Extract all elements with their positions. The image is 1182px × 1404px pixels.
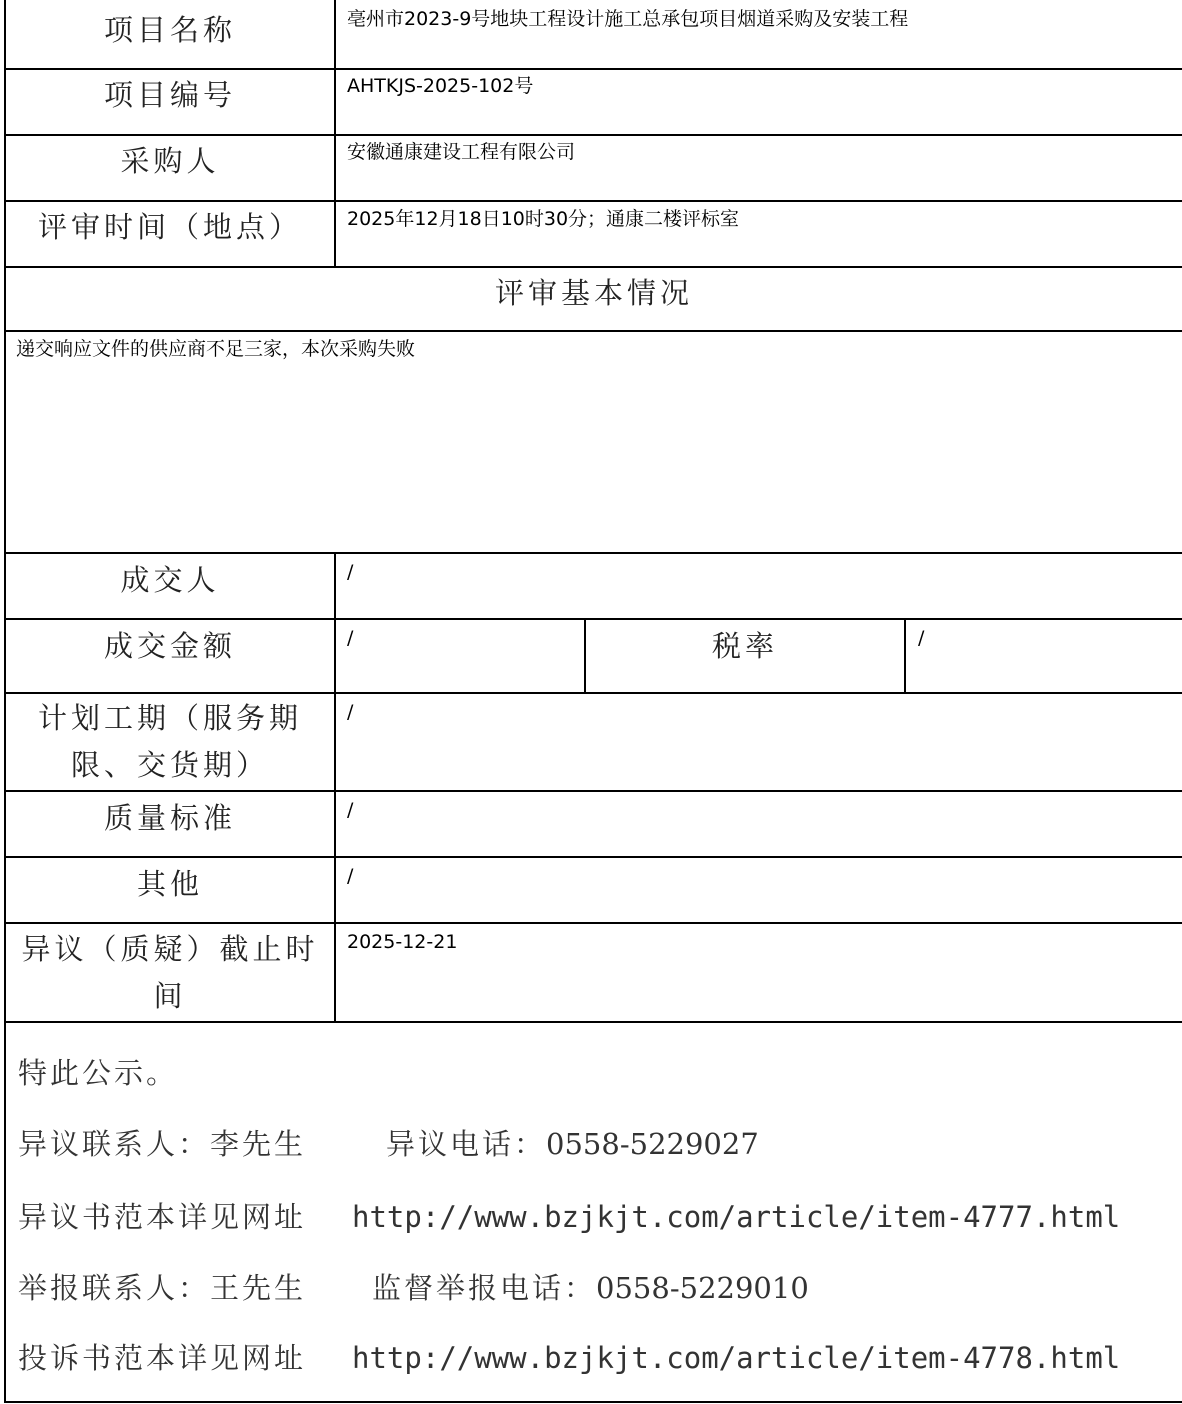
report-phone-label: 监督举报电话： [372,1271,597,1305]
review-time-value: 2025年12月18日10时30分；通康二楼评标室 [347,208,740,230]
amount-label: 成交金额 [103,628,236,663]
row-divider [4,1021,1182,1023]
review-section-heading: 评审基本情况 [494,275,693,310]
notice-text: 特此公示。 [18,1056,179,1090]
winner-label: 成交人 [120,562,220,597]
column-divider [334,552,336,1023]
objection-deadline-label: 异议（质疑）截止时间 [21,931,319,1013]
column-divider [904,618,906,694]
project-name-value: 亳州市2023-9号地块工程设计施工总承包项目烟道采购及安装工程 [347,8,909,30]
row-divider [4,330,1182,332]
period-value: / [347,701,354,723]
objection-deadline-value: 2025-12-21 [347,931,458,953]
report-phone: 0558-5229010 [596,1271,809,1305]
complaint-template-link[interactable]: http://www.bzjkjt.com/article/item-4778.html [352,1341,1121,1375]
complaint-template-line [18,1340,1120,1376]
project-number-label: 项目编号 [103,77,236,112]
objection-contact: 异议联系人：李先生 [18,1127,307,1161]
tax-rate-value: / [918,627,925,649]
project-name-label: 项目名称 [103,12,236,47]
purchaser-label: 采购人 [120,143,220,178]
purchaser-value: 安徽通康建设工程有限公司 [347,141,576,163]
other-value: / [347,865,354,887]
quality-standard-value: / [347,799,354,821]
table-bottom-border [4,1401,1182,1403]
column-divider [334,0,336,268]
other-label: 其他 [136,866,203,901]
complaint-template-label: 投诉书范本详见网址 [18,1341,307,1375]
tax-rate-label: 税率 [711,628,778,663]
objection-contact-line [18,1126,759,1162]
period-label: 计划工期（服务期限、交货期） [37,701,302,782]
review-time-label: 评审时间（地点） [37,209,302,244]
result-table [4,0,1182,1403]
amount-value: / [347,627,354,649]
objection-template-line [18,1199,1120,1235]
report-contact: 举报联系人：王先生 [18,1271,307,1305]
quality-standard-label: 质量标准 [103,800,236,835]
winner-value: / [347,561,354,583]
report-contact-line [18,1270,809,1306]
objection-template-link[interactable]: http://www.bzjkjt.com/article/item-4777.html [352,1200,1121,1234]
project-number-value: AHTKJS-2025-102号 [347,75,534,97]
objection-phone-label: 异议电话： [386,1127,547,1161]
objection-template-label: 异议书范本详见网址 [18,1200,307,1234]
review-section-content: 递交响应文件的供应商不足三家，本次采购失败 [16,338,416,360]
objection-phone: 0558-5229027 [546,1127,759,1161]
